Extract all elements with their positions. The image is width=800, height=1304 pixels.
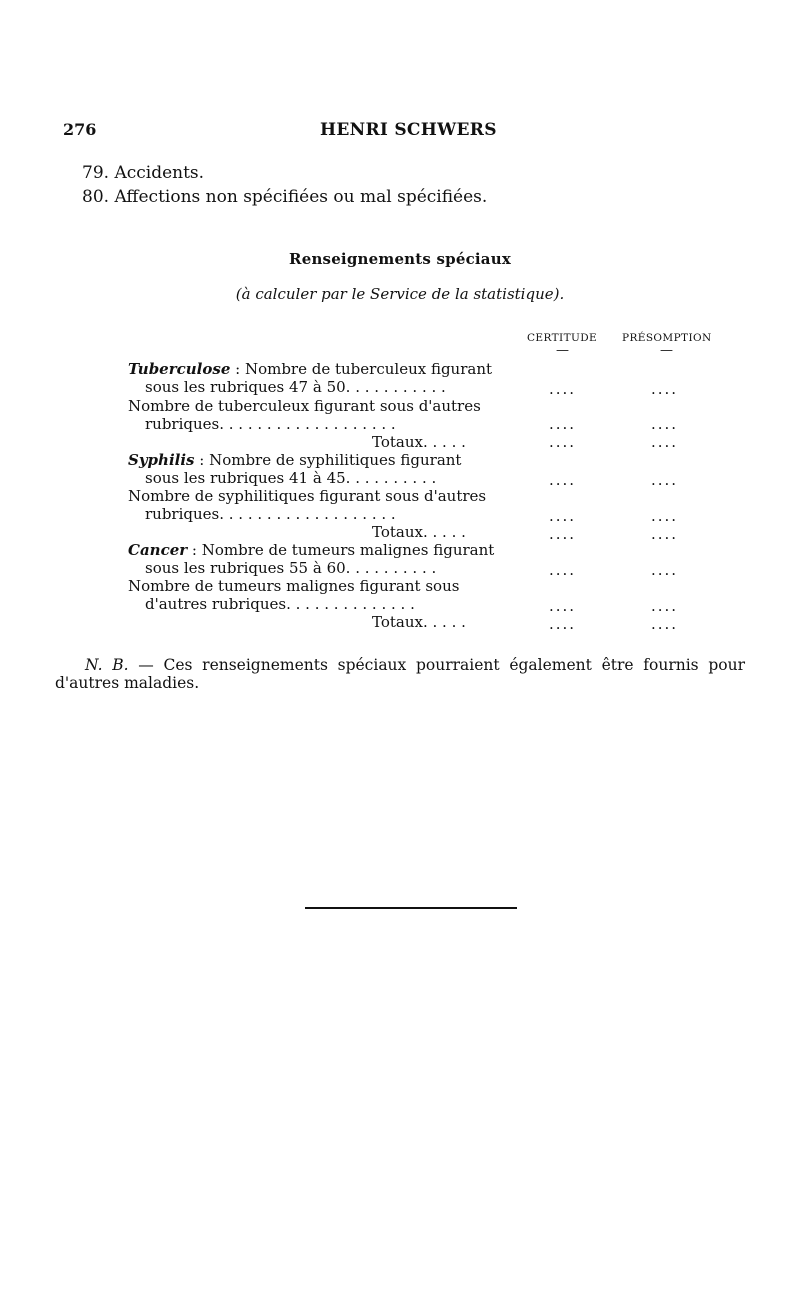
- column-header-presomption: PRÉSOMPTION: [622, 332, 712, 344]
- presomption-cell: ....: [651, 507, 679, 525]
- presomption-cell: ....: [651, 380, 679, 398]
- presomption-cell: ....: [651, 525, 679, 543]
- table-row: Nombre de tumeurs malignes figurant sous: [128, 577, 460, 595]
- table-row: sous les rubriques 41 à 45. . . . . . . . . .: [145, 469, 437, 487]
- certitude-cell: ....: [549, 561, 577, 579]
- running-head: HENRI SCHWERS: [320, 120, 497, 140]
- totals-row: Totaux. . . . .: [372, 523, 466, 541]
- row-emphasis: Syphilis: [128, 451, 195, 469]
- presomption-cell: ....: [651, 433, 679, 451]
- column-dash: —: [556, 343, 569, 358]
- presomption-cell: ....: [651, 597, 679, 615]
- table-row: sous les rubriques 55 à 60. . . . . . . . . .: [145, 559, 437, 577]
- certitude-cell: ....: [549, 525, 577, 543]
- list-item: 80. Affections non spécifiées ou mal spécifiées.: [82, 187, 488, 207]
- row-emphasis: Cancer: [128, 541, 188, 559]
- table-row: [128, 541, 494, 559]
- row-label: : Nombre de tuberculeux figurant: [230, 360, 493, 378]
- certitude-cell: ....: [549, 615, 577, 633]
- presomption-cell: ....: [651, 615, 679, 633]
- page-number: 276: [63, 120, 97, 139]
- certitude-cell: ....: [549, 433, 577, 451]
- footnote-line: [55, 656, 745, 674]
- totals-row: Totaux. . . . .: [372, 613, 466, 631]
- table-row: [128, 451, 461, 469]
- closing-rule: [305, 907, 517, 909]
- table-row: rubriques. . . . . . . . . . . . . . . . . . .: [145, 415, 396, 433]
- totals-row: Totaux. . . . .: [372, 433, 466, 451]
- footnote-line: d'autres maladies.: [55, 674, 200, 692]
- table-row: Nombre de tuberculeux figurant sous d'autres: [128, 397, 481, 415]
- table-row: d'autres rubriques. . . . . . . . . . . . . .: [145, 595, 415, 613]
- presomption-cell: ....: [651, 561, 679, 579]
- certitude-cell: ....: [549, 415, 577, 433]
- column-header-certitude: CERTITUDE: [527, 332, 598, 344]
- certitude-cell: ....: [549, 380, 577, 398]
- footnote: [55, 656, 745, 692]
- table-row: rubriques. . . . . . . . . . . . . . . . . . .: [145, 505, 396, 523]
- certitude-cell: ....: [549, 597, 577, 615]
- row-label: : Nombre de syphilitiques figurant: [194, 451, 462, 469]
- presomption-cell: ....: [651, 415, 679, 433]
- footnote-prefix: N. B.: [85, 656, 129, 674]
- section-title: Renseignements spéciaux: [289, 250, 511, 268]
- certitude-cell: ....: [549, 471, 577, 489]
- table-row: sous les rubriques 47 à 50. . . . . . . . . . .: [145, 378, 446, 396]
- row-emphasis: Tuberculose: [128, 360, 231, 378]
- presomption-cell: ....: [651, 471, 679, 489]
- footnote-text: — Ces renseignements spéciaux pourraient également être fournis pour: [138, 656, 745, 674]
- column-dash: —: [660, 343, 673, 358]
- row-label: : Nombre de tumeurs malignes figurant: [187, 541, 495, 559]
- list-item: 79. Accidents.: [82, 163, 205, 183]
- table-row: [128, 360, 492, 378]
- section-subtitle: (à calculer par le Service de la statistique).: [235, 285, 565, 303]
- certitude-cell: ....: [549, 507, 577, 525]
- table-row: Nombre de syphilitiques figurant sous d'autres: [128, 487, 487, 505]
